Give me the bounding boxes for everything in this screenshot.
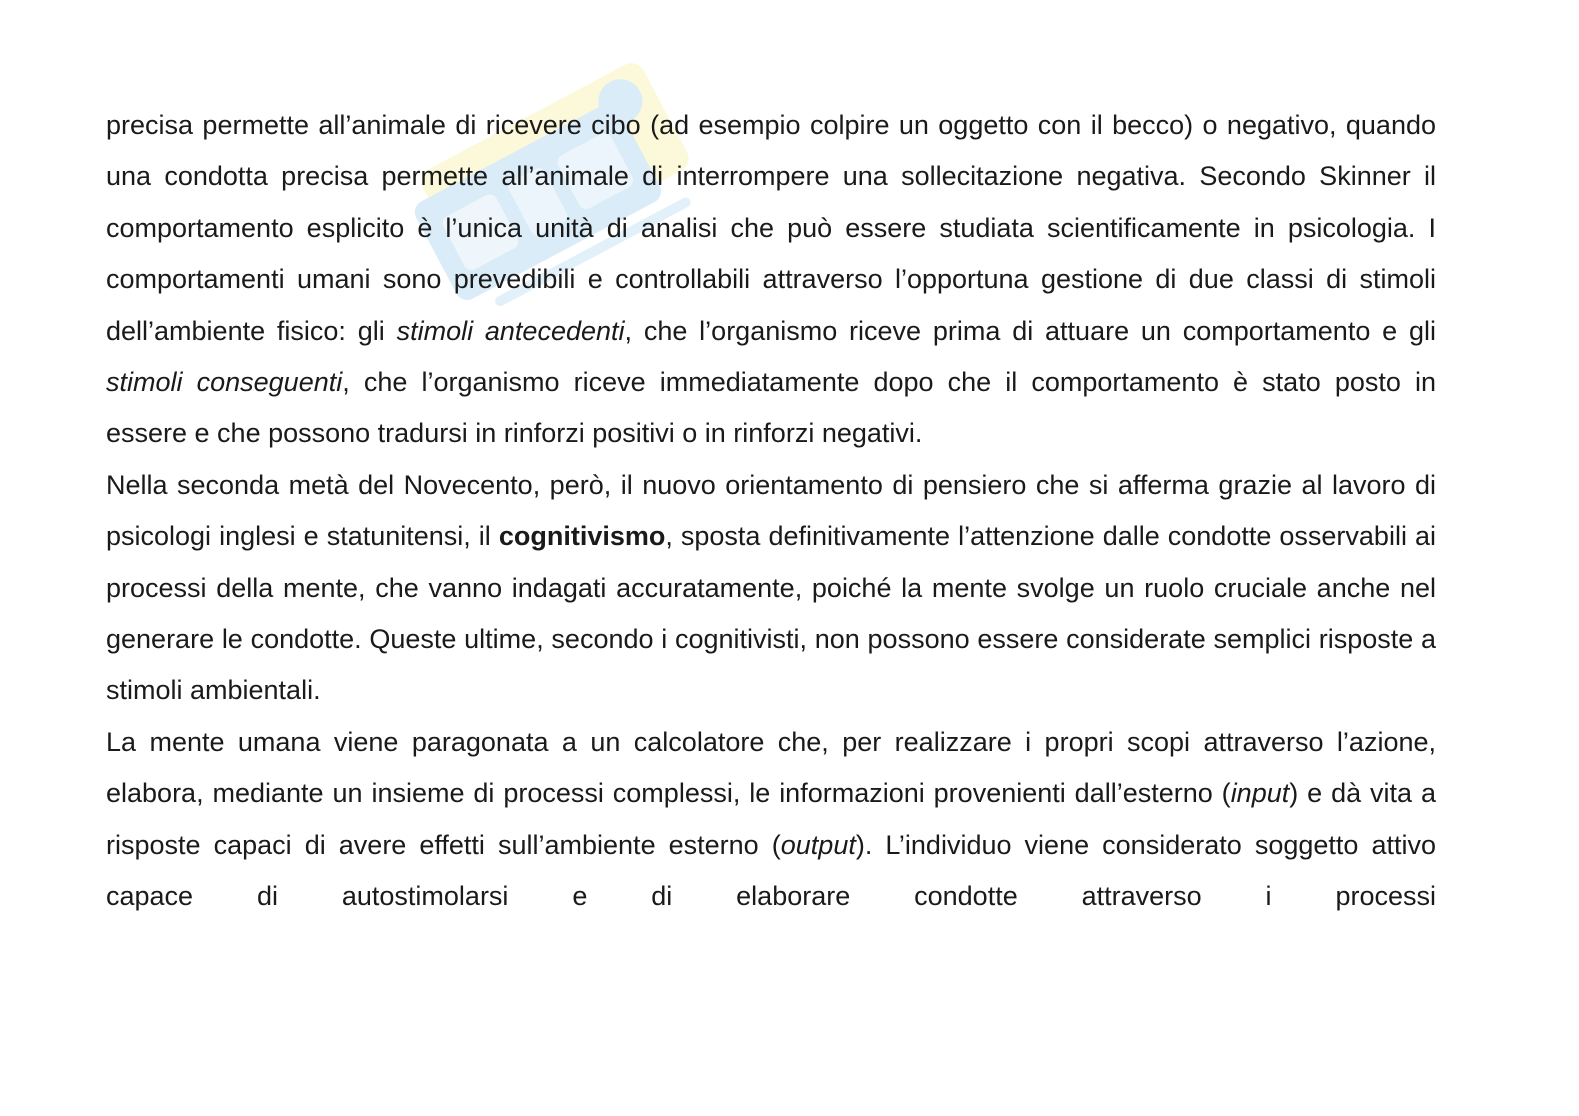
paragraph-cognitivismo — [106, 460, 1436, 717]
text-run: Nella seconda metà del Novecento, però, il nuovo orientamento di pensiero che si afferma grazie al lavoro di psicologi inglesi e statunitensi, il — [106, 469, 1436, 552]
text-run: , che l’organismo riceve prima di attuare un comportamento e gli — [624, 315, 1436, 346]
text-run: ). L’individuo viene considerato soggetto attivo capace di autostimolarsi e di elaborare condotte attraverso i processi — [106, 829, 1436, 912]
emphasis-italic: input — [1230, 778, 1290, 809]
text-run: La mente umana viene paragonata a un calcolatore che, per realizzare i propri scopi attraverso l’azione, elabora, mediante un insieme di processi complessi, le informazioni provenienti dall’esterno ( — [106, 726, 1436, 809]
paragraph-mente-calcolatore — [106, 717, 1436, 923]
text-run: , sposta definitivamente l’attenzione dalle condotte osservabili ai processi della mente, che vanno indagati accuratamente, poiché la mente svolge un ruolo cruciale anche nel generare le condotte. Queste ultime, secondo i cognitivisti, non possono essere considerate semplici risposte a stimoli ambientali. — [106, 521, 1436, 706]
emphasis-italic: output — [780, 829, 856, 860]
text-run: , che l’organismo riceve immediatamente dopo che il comportamento è stato posto in essere e che possono tradursi in rinforzi positivi o in rinforzi negativi. — [106, 367, 1436, 449]
text-run: ) e dà vita a risposte capaci di avere effetti sull’ambiente esterno ( — [106, 778, 1437, 860]
emphasis-italic: stimoli conseguenti — [106, 367, 343, 398]
body-text — [106, 100, 1436, 923]
emphasis-italic: stimoli antecedenti — [396, 315, 625, 346]
emphasis-bold: cognitivismo — [498, 521, 666, 552]
text-run: precisa permette all’animale di ricevere cibo (ad esempio colpire un oggetto con il becco) o negativo, quando una condotta precisa permette all’animale di interrompere una sollecitazione negativa. Secondo Skinner il comportamento esplicito è l’unica unità di analisi che può essere studiata scientificamente in psicologia. I comportamenti umani sono prevedibili e controllabili attraverso l’opportuna gestione di due classi di stimoli dell’ambiente fisico: gli — [106, 110, 1436, 346]
paragraph-skinner — [106, 100, 1436, 460]
